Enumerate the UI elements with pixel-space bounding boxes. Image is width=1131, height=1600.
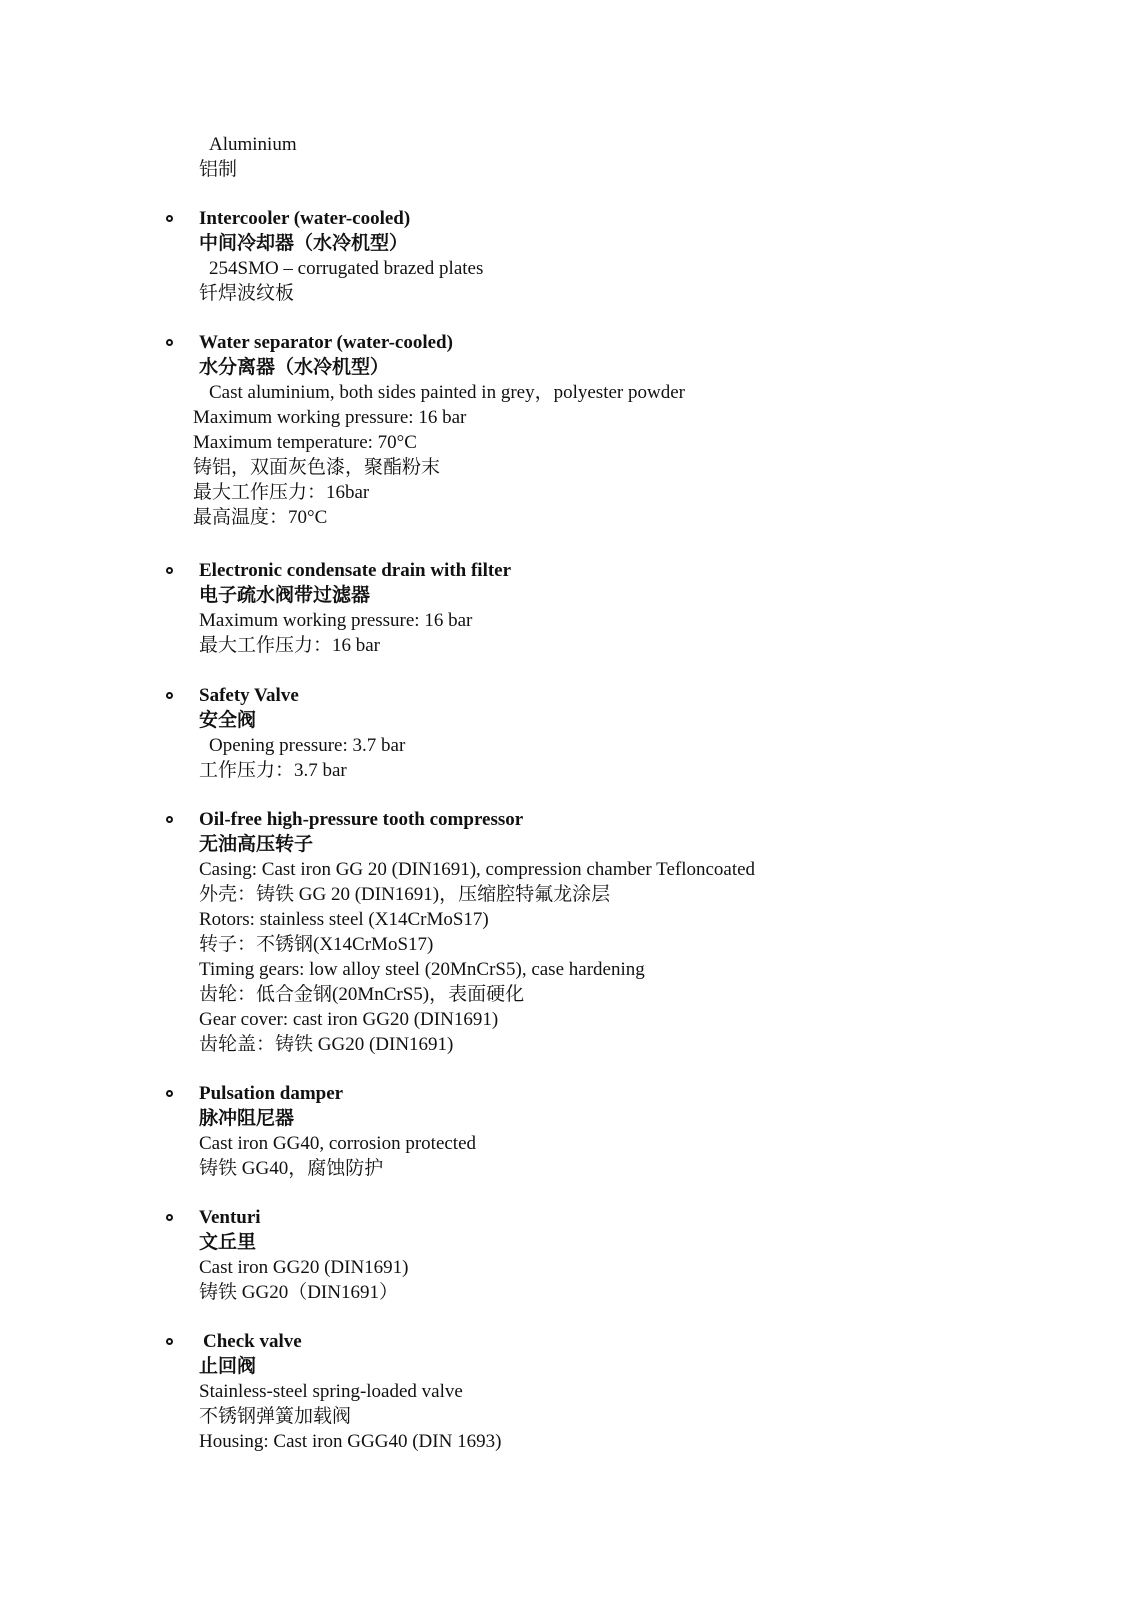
intro-line: 铝制 (199, 159, 238, 180)
section-title: Venturi (199, 1207, 261, 1228)
bullet-icon (166, 215, 173, 222)
section-line: 254SMO – corrugated brazed plates (209, 258, 484, 279)
section-line: 铸铁 GG20（DIN1691） (199, 1282, 398, 1303)
section-line: Cast iron GG20 (DIN1691) (199, 1257, 409, 1278)
section-title: Electronic condensate drain with filter (199, 560, 512, 581)
section-line: 钎焊波纹板 (199, 283, 295, 304)
section-title: Check valve (203, 1331, 302, 1352)
bullet-icon (166, 816, 173, 823)
section-line: 工作压力：3.7 bar (199, 760, 347, 781)
section-title-cn: 中间冷却器（水冷机型） (199, 233, 409, 254)
section-line: 铸铝，双面灰色漆，聚酯粉末 (193, 457, 441, 478)
bullet-icon (166, 1214, 173, 1221)
section-line: 铸铁 GG40，腐蚀防护 (199, 1158, 384, 1179)
section-line: Gear cover: cast iron GG20 (DIN1691) (199, 1009, 499, 1030)
section-venturi (199, 1205, 409, 1305)
section-line: 最高温度：70°C (193, 507, 328, 528)
bullet-icon (166, 567, 173, 574)
section-title-cn: 止回阀 (199, 1356, 257, 1377)
section-line: 不锈钢弹簧加载阀 (199, 1406, 352, 1427)
section-safety-valve (199, 683, 405, 783)
section-water-separator (193, 330, 685, 530)
bullet-icon (166, 1090, 173, 1097)
section-line: Cast iron GG40, corrosion protected (199, 1133, 477, 1154)
section-title-cn: 脉冲阻尼器 (199, 1108, 295, 1129)
section-pulsation-damper (199, 1081, 476, 1181)
bullet-icon (166, 1338, 173, 1345)
section-line: Maximum temperature: 70°C (193, 432, 417, 453)
section-title: Safety Valve (199, 685, 299, 706)
section-line: Rotors: stainless steel (X14CrMoS17) (199, 909, 489, 930)
section-line: Cast aluminium, both sides painted in grey，polyester powder (209, 382, 685, 403)
section-check-valve (199, 1329, 501, 1454)
section-condensate-drain (199, 558, 511, 658)
section-line: Stainless-steel spring-loaded valve (199, 1381, 463, 1402)
section-title-cn: 安全阀 (199, 710, 257, 731)
section-line: Timing gears: low alloy steel (20MnCrS5), case hardening (199, 959, 645, 980)
section-title: Intercooler (water-cooled) (199, 208, 411, 229)
section-line: 最大工作压力：16bar (193, 482, 370, 503)
section-line: 齿轮：低合金钢(20MnCrS5)，表面硬化 (199, 984, 525, 1005)
section-intercooler (199, 206, 483, 306)
section-line: Housing: Cast iron GGG40 (DIN 1693) (199, 1431, 502, 1452)
section-line: Casing: Cast iron GG 20 (DIN1691), compression chamber Tefloncoated (199, 859, 756, 880)
section-title: Pulsation damper (199, 1083, 344, 1104)
section-compressor (199, 807, 755, 1057)
section-title-cn: 无油高压转子 (199, 834, 314, 855)
section-line: Opening pressure: 3.7 bar (209, 735, 406, 756)
section-line: 转子：不锈钢(X14CrMoS17) (199, 934, 434, 955)
section-line: 最大工作压力：16 bar (199, 635, 381, 656)
section-title: Oil-free high-pressure tooth compressor (199, 809, 524, 830)
section-title-cn: 水分离器（水冷机型） (199, 357, 390, 378)
section-title-cn: 文丘里 (199, 1232, 257, 1253)
section-line: Maximum working pressure: 16 bar (199, 610, 473, 631)
section-title: Water separator (water-cooled) (199, 332, 453, 353)
bullet-icon (166, 692, 173, 699)
intro-line: Aluminium (209, 134, 297, 155)
section-line: Maximum working pressure: 16 bar (193, 407, 467, 428)
section-line: 齿轮盖：铸铁 GG20 (DIN1691) (199, 1034, 454, 1055)
section-line: 外壳：铸铁 GG 20 (DIN1691)，压缩腔特氟龙涂层 (199, 884, 611, 905)
section-title-cn: 电子疏水阀带过滤器 (199, 585, 371, 606)
intro-block (199, 132, 297, 182)
bullet-icon (166, 339, 173, 346)
